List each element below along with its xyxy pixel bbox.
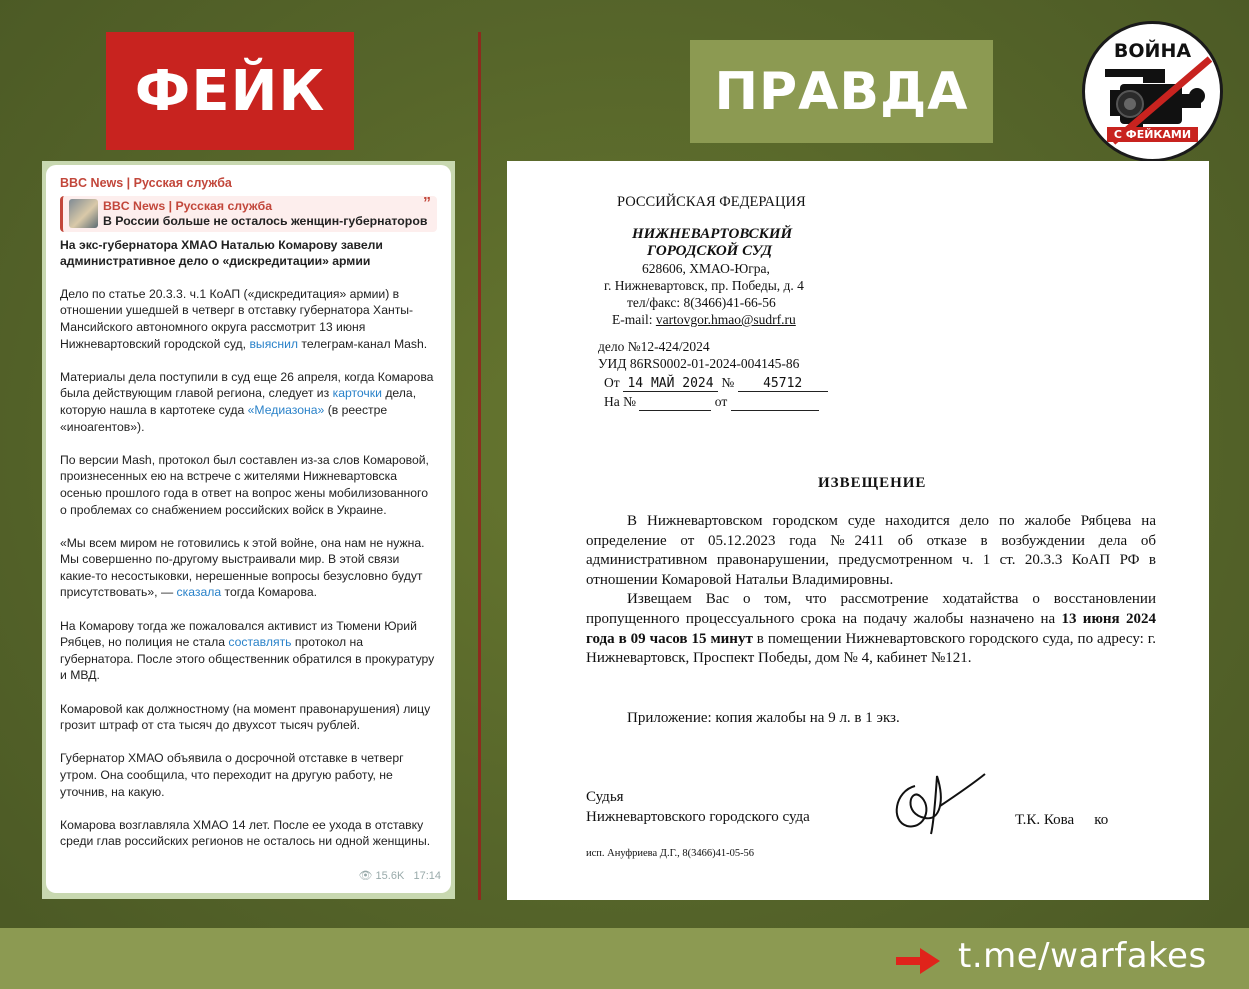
post-link[interactable]: выяснил: [249, 336, 299, 351]
doc-federation: РОССИЙСКАЯ ФЕДЕРАЦИЯ: [617, 194, 806, 210]
post-time: 17:14: [413, 870, 441, 883]
post-link[interactable]: «Медиазона»: [247, 402, 325, 417]
court-notice-document: [507, 161, 1209, 900]
telegram-post: [46, 165, 451, 893]
quoted-post-text: В России больше не осталось женщин-губернаторов: [103, 213, 428, 228]
post-channel-name[interactable]: BBC News | Русская служба: [60, 176, 232, 190]
doc-address-line1: 628606, ХМАО-Югра,: [642, 261, 770, 276]
doc-email-label: E-mail:: [612, 312, 656, 327]
doc-from-date: 14 МАЙ 2024: [623, 376, 718, 392]
doc-reply-label: На №: [604, 394, 636, 409]
quoted-post[interactable]: [60, 196, 437, 232]
doc-email-line: [612, 312, 796, 328]
post-link[interactable]: карточки: [332, 386, 382, 401]
doc-judge-name: Т.К. Кова ко: [1015, 812, 1109, 828]
quoted-channel-name: BBC News | Русская служба: [103, 198, 273, 213]
doc-judge-title: Судья: [586, 789, 624, 805]
post-body: [60, 286, 437, 850]
post-paragraph: По версии Mash, протокол был составлен из-за слов Комаровой, произнесенных ею на встрече с жителями Нижневартовска осенью прошлого года в ответ на вопрос жены мобилизованного о проблемах со снабжением российских войск в Украине.: [60, 452, 429, 517]
post-paragraph: Дело по статье 20.3.3. ч.1 КоАП («дискредитация» армии) в отношении ушедшей в четверг в отставку губернатора Ханты-Мансийского автономного округа рассмотрит 13 июня Нижневартовский городской суд, выяснил телеграм-канал Mash.: [60, 286, 428, 351]
doc-attachment: Приложение: копия жалобы на 9 л. в 1 экз.: [627, 710, 900, 726]
doc-outgoing-line: [604, 375, 828, 392]
doc-body: [586, 512, 1156, 669]
eye-icon: 👁: [358, 870, 373, 883]
doc-from-label: От: [604, 375, 620, 390]
post-link[interactable]: сказала: [176, 585, 222, 600]
judge-signature-icon: [885, 766, 990, 838]
post-paragraph: Комаровой как должностному (на момент правонарушения) лицу грозит штраф от ста тысяч до двухсот тысяч рублей.: [60, 701, 431, 733]
arrow-right-icon: [896, 948, 940, 974]
doc-case-number: дело №12-424/2024: [598, 339, 710, 354]
post-paragraph: «Мы всем миром не готовились к этой войне, она нам не нужна. Мы совершенно по-другому выстраивали мир. В этой связи какие-то несостыковки, нерешенные вопросы безусловно будут присутствовать», — сказала тогда Комарова.: [60, 535, 425, 600]
doc-executor: исп. Ануфриева Д.Г., 8(3466)41-05-56: [586, 848, 755, 859]
doc-address-line2: г. Нижневартовск, пр. Победы, д. 4: [604, 278, 804, 293]
doc-paragraph-2: Извещаем Вас о том, что рассмотрение ходатайства о восстановлении пропущенного процессуального срока на подачу жалобы назначено на 13 июня 2024 года в 09 часов 15 минут в помещении Нижневартовского городского суда, по адресу: г. Нижневартовск, Проспект Победы, дом № 4, кабинет №121.: [586, 591, 1156, 667]
truth-label: ПРАВДА: [690, 40, 993, 143]
doc-paragraph-1: В Нижневартовском городском суде находится дело по жалобе Рябцева на определение от 05.12.2023 года №2411 об отказе в возбуждении дела об административном правонарушении, предусмотренном ч. 1 ст. 20.3.3 КоАП РФ в отношении Комаровой Натальи Владимировны.: [586, 513, 1156, 588]
doc-email: vartovgor.hmao@sudrf.ru: [655, 312, 796, 327]
post-paragraph: Материалы дела поступили в суд еще 26 апреля, когда Комарова была действующим главой региона, следует из карточки дела, которую нашла в картотеке суда «Медиазона» (в реестре «иноагентов»).: [60, 369, 434, 434]
doc-hearing-datetime: 13 июня 2024 года в 09 часов 15 минут: [586, 610, 1156, 647]
doc-reply-from: от: [714, 394, 728, 409]
logo-top-text: ВОЙНА: [1113, 40, 1192, 62]
war-on-fakes-logo: [1082, 21, 1223, 162]
doc-no-label: №: [721, 375, 735, 390]
post-headline: На экс-губернатора ХМАО Наталью Комарову завели административное дело о «дискредитации» армии: [60, 237, 383, 269]
quoted-post-thumbnail: [69, 199, 98, 228]
footer-telegram-link[interactable]: t.me/warfakes: [958, 936, 1207, 976]
doc-title: ИЗВЕЩЕНИЕ: [818, 475, 927, 491]
doc-judge-court: Нижневартовского городского суда: [586, 809, 810, 825]
telegram-post-frame: [42, 161, 455, 899]
doc-uid: УИД 86RS0002-01-2024-004145-86: [598, 356, 800, 371]
post-meta: [359, 868, 441, 885]
post-paragraph: Комарова возглавляла ХМАО 14 лет. После ее ухода в отставку среди глав российских регионов не осталось ни одной женщины.: [60, 817, 431, 849]
post-link[interactable]: составлять: [228, 635, 292, 650]
doc-reply-line: [604, 394, 819, 411]
doc-phone: тел/факс: 8(3466)41-66-56: [627, 295, 776, 310]
post-paragraph: На Комарову тогда же пожаловался активист из Тюмени Юрий Рябцев, но полиция не стала составлять протокол на губернатора. После этого общественник обратился в прокуратуру и МВД.: [60, 618, 435, 683]
quote-mark-icon: ”: [423, 194, 431, 212]
center-divider: [478, 32, 481, 900]
post-views: 15.6K: [375, 870, 405, 883]
doc-no-value: 45712: [738, 376, 828, 392]
fake-label: ФЕЙК: [106, 32, 354, 150]
doc-court-name-line2: ГОРОДСКОЙ СУД: [647, 243, 772, 259]
post-paragraph: Губернатор ХМАО объявила о досрочной отставке в четверг утром. Она сообщила, что переходит на другую работу, не уточнив, на какую.: [60, 751, 404, 799]
logo-bottom-text: С ФЕЙКАМИ: [1107, 127, 1198, 142]
doc-court-name-line1: НИЖНЕВАРТОВСКИЙ: [632, 226, 793, 242]
